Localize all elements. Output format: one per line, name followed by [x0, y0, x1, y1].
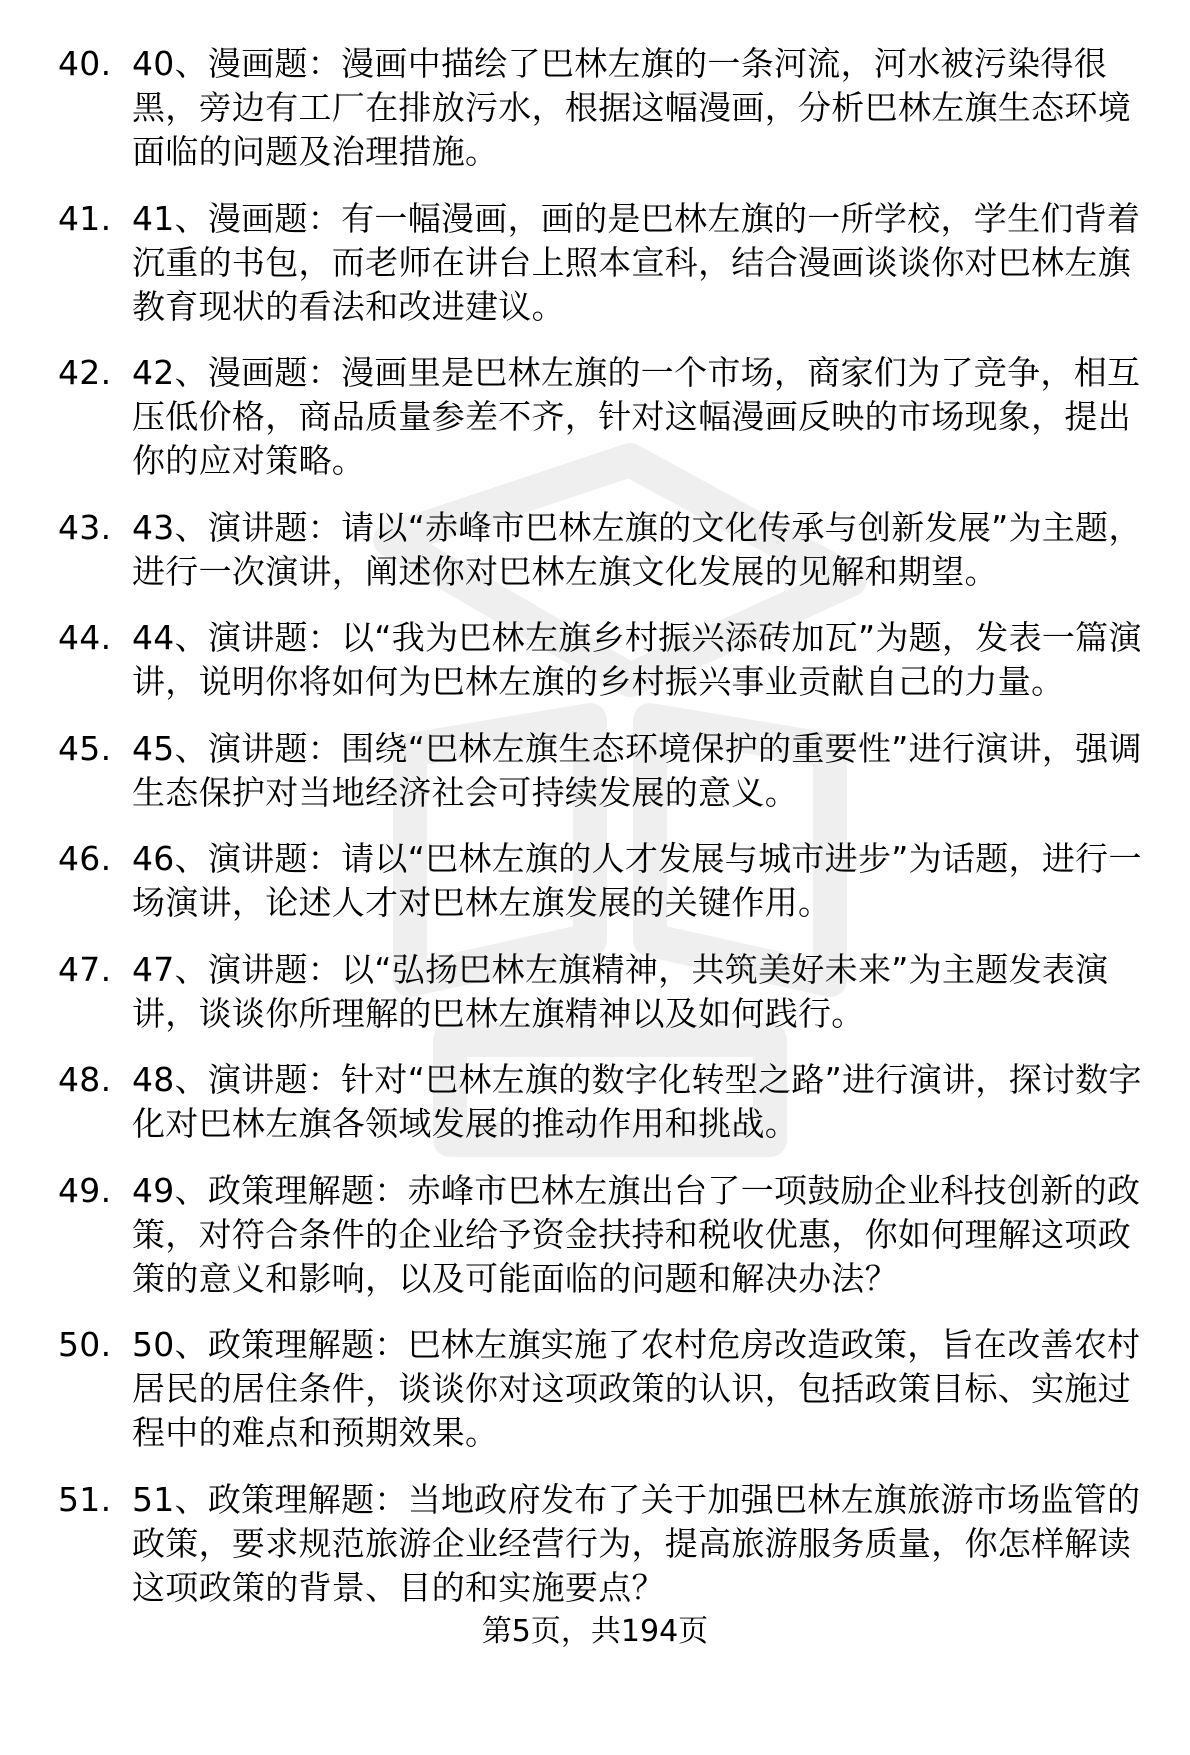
question-item [58, 1323, 1148, 1455]
question-number: 48. [58, 1060, 112, 1099]
question-item [58, 948, 1148, 1036]
question-number: 46. [58, 839, 112, 878]
question-item [58, 727, 1148, 815]
question-item [58, 837, 1148, 925]
question-item [58, 506, 1148, 594]
question-item [58, 197, 1148, 329]
question-text: 45、演讲题：围绕“巴林左旗生态环境保护的重要性”进行演讲，强调生态保护对当地经济社会可持续发展的意义。 [132, 728, 1142, 812]
question-item [58, 42, 1148, 174]
question-item [58, 616, 1148, 704]
question-text: 44、演讲题：以“我为巴林左旗乡村振兴添砖加瓦”为题，发表一篇演讲，说明你将如何为巴林左旗的乡村振兴事业贡献自己的力量。 [132, 618, 1142, 701]
question-text: 48、演讲题：针对“巴林左旗的数字化转型之路”进行演讲，探讨数字化对巴林左旗各领域发展的推动作用和挑战。 [132, 1060, 1142, 1143]
question-number: 40. [58, 44, 112, 83]
question-text: 40、漫画题：漫画中描绘了巴林左旗的一条河流，河水被污染得很黑，旁边有工厂在排放污水，根据这幅漫画，分析巴林左旗生态环境面临的问题及治理措施。 [132, 44, 1131, 171]
question-item [58, 1058, 1148, 1146]
question-item [58, 1169, 1148, 1301]
question-item [58, 351, 1148, 483]
question-number: 50. [58, 1325, 112, 1364]
page-number-footer: 第5页，共194页 [481, 1614, 709, 1649]
question-text: 41、漫画题：有一幅漫画，画的是巴林左旗的一所学校，学生们背着沉重的书包，而老师在讲台上照本宣科，结合漫画谈谈你对巴林左旗教育现状的看法和改进建议。 [132, 198, 1141, 326]
question-number: 41. [58, 198, 112, 238]
question-text: 42、漫画题：漫画里是巴林左旗的一个市场，商家们为了竞争，相互压低价格，商品质量参差不齐，针对这幅漫画反映的市场现象，提出你的应对策略。 [132, 353, 1141, 480]
question-text: 46、演讲题：请以“巴林左旗的人才发展与城市进步”为话题，进行一场演讲，论述人才对巴林左旗发展的关键作用。 [132, 839, 1142, 922]
question-list [58, 42, 1148, 1632]
question-number: 45. [58, 728, 112, 768]
question-number: 47. [58, 949, 112, 989]
question-number: 49. [58, 1170, 112, 1210]
question-text: 47、演讲题：以“弘扬巴林左旗精神，共筑美好未来”为主题发表演讲，谈谈你所理解的巴林左旗精神以及如何践行。 [132, 949, 1109, 1033]
question-number: 42. [58, 353, 112, 392]
question-item [58, 1478, 1148, 1610]
question-text: 43、演讲题：请以“赤峰市巴林左旗的文化传承与创新发展”为主题，进行一次演讲，阐述你对巴林左旗文化发展的见解和期望。 [132, 507, 1142, 591]
question-number: 43. [58, 507, 112, 547]
question-number: 44. [58, 618, 112, 657]
question-text: 51、政策理解题：当地政府发布了关于加强巴林左旗旅游市场监管的政策，要求规范旅游企业经营行为，提高旅游服务质量，你怎样解读这项政策的背景、目的和实施要点？ [132, 1479, 1141, 1607]
question-number: 51. [58, 1479, 112, 1519]
question-text: 49、政策理解题：赤峰市巴林左旗出台了一项鼓励企业科技创新的政策，对符合条件的企业给予资金扶持和税收优惠，你如何理解这项政策的意义和影响，以及可能面临的问题和解决办法？ [132, 1170, 1141, 1298]
question-text: 50、政策理解题：巴林左旗实施了农村危房改造政策，旨在改善农村居民的居住条件，谈谈你对这项政策的认识，包括政策目标、实施过程中的难点和预期效果。 [132, 1325, 1141, 1452]
